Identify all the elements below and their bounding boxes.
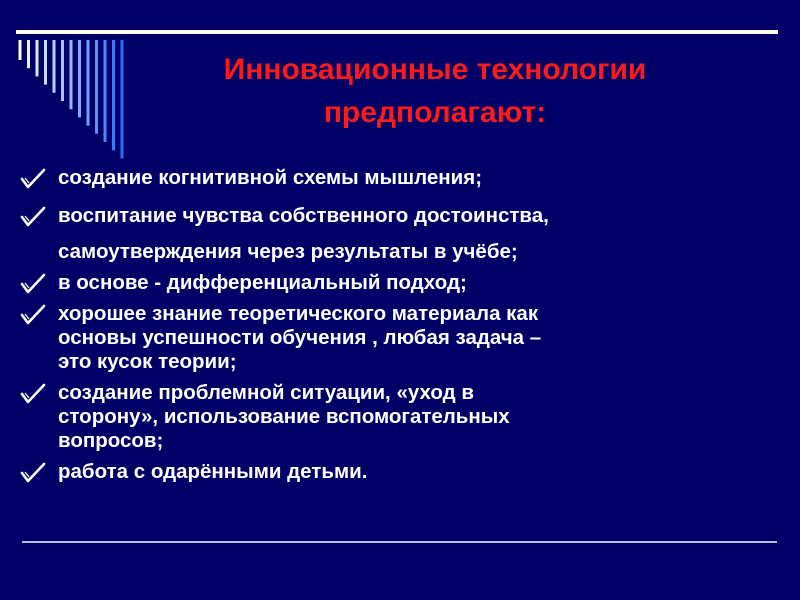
bullet-list [18,166,788,484]
checkmark-icon [20,205,46,229]
bullet-1-line-1: создание когнитивной схемы мышления; [58,166,483,189]
bullet-item [18,166,788,190]
slide-title [130,48,740,134]
bullet-item [18,271,788,295]
bullet-2-line-1: воспитание чувства собственного достоинства, [58,204,549,227]
checkmark-icon [20,303,46,327]
bottom-rule [22,541,777,543]
bullet-3-line-1: в основе - дифференциальный подход; [58,271,467,294]
bullet-item [18,381,788,453]
bullet-item [18,302,788,374]
bullet-5-line-2: сторону», использование вспомогательных [58,405,510,428]
bullet-6-line-1: работа с одарёнными детьми. [58,460,368,483]
checkmark-icon [20,167,46,191]
bullet-item [18,204,788,264]
checkmark-icon [20,461,46,485]
bullet-item [18,460,788,484]
title-line-1: Инновационные технологии [223,53,647,86]
bullet-2-line-2: самоутверждения через результаты в учёбе; [58,240,518,263]
bullet-4-line-3: это кусок теории; [58,350,237,373]
bullet-5-line-1: создание проблемной ситуации, «уход в [58,381,474,404]
checkmark-icon [20,382,46,406]
bullet-4-line-2: основы успешности обучения , любая задача – [58,326,542,349]
stripes-decoration [0,0,140,170]
title-line-2: предполагают: [323,96,547,129]
checkmark-icon [20,272,46,296]
bullet-5-line-3: вопросов; [58,429,164,452]
bullet-4-line-1: хорошее знание теоретического материала как [58,302,539,325]
